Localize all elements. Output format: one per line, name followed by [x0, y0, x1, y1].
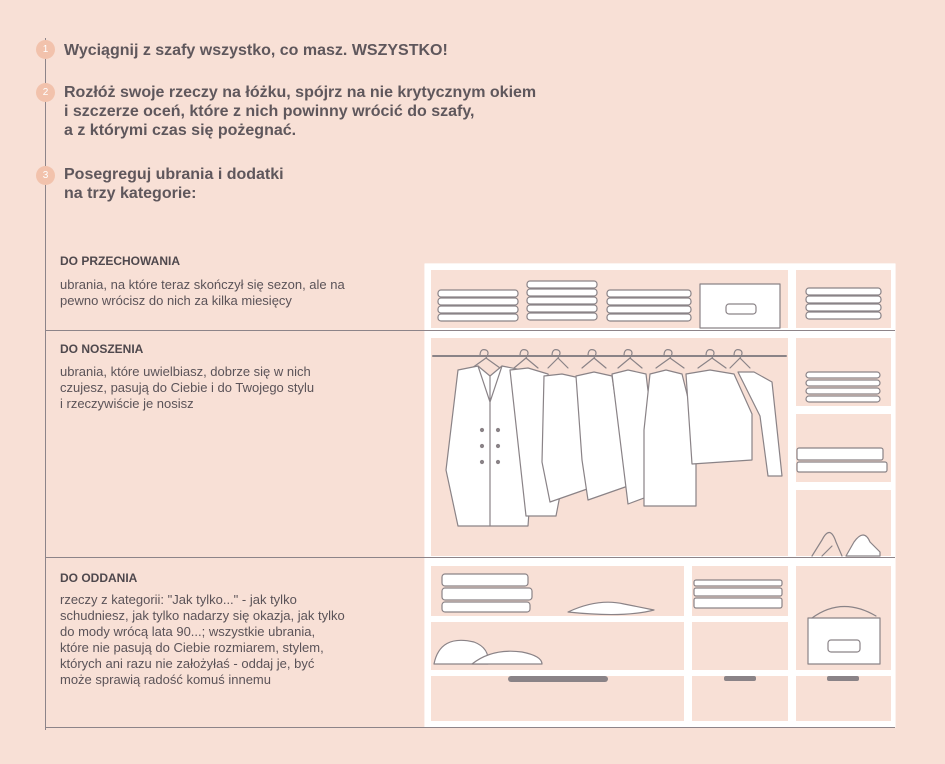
category-desc-wear: ubrania, które uwielbiasz, dobrze się w nich czujesz, pasują do Ciebie i do Twojego stylu i rzeczywiście je nosisz [60, 364, 315, 411]
step-number-1: 1 [36, 40, 55, 59]
separator-line [45, 238, 46, 239]
step-2-text: Rozłóż swoje rzeczy na łóżku, spójrz na nie krytycznym okiem i szczerze oceń, które z nich powinny wrócić do szafy, a z którymi czas się pożegnać. [64, 84, 537, 139]
storage-box-icon [700, 284, 780, 328]
step-3-text: Posegreguj ubrania i dodatki na trzy kategorie: [64, 166, 284, 202]
step-number-2: 2 [36, 83, 55, 102]
separator-line [45, 557, 895, 558]
separator-line [45, 727, 895, 728]
category-title-storage: DO PRZECHOWANIA [60, 254, 180, 268]
category-desc-donate: rzeczy z kategorii: "Jak tylko..." - jak tylko schudniesz, jak tylko nadarzy się okazja, jak tylko do mody wrócą lata 90...; wszystkie ubrania, które nie pasują do Ciebie rozmiarem, stylem, których ani razu nie założyłaś - oddaj je, być może sprawią radość komuś innemu [60, 592, 345, 687]
separator-line [45, 330, 895, 331]
category-desc-storage: ubrania, na które teraz skończył się sezon, ale na pewno wrócisz do nich za kilka miesięcy [60, 277, 345, 308]
category-title-donate: DO ODDANIA [60, 571, 138, 585]
category-title-wear: DO NOSZENIA [60, 342, 144, 356]
step-1-text: Wyciągnij z szafy wszystko, co masz. WSZYSTKO! [64, 42, 448, 59]
step-number-3: 3 [36, 166, 55, 185]
